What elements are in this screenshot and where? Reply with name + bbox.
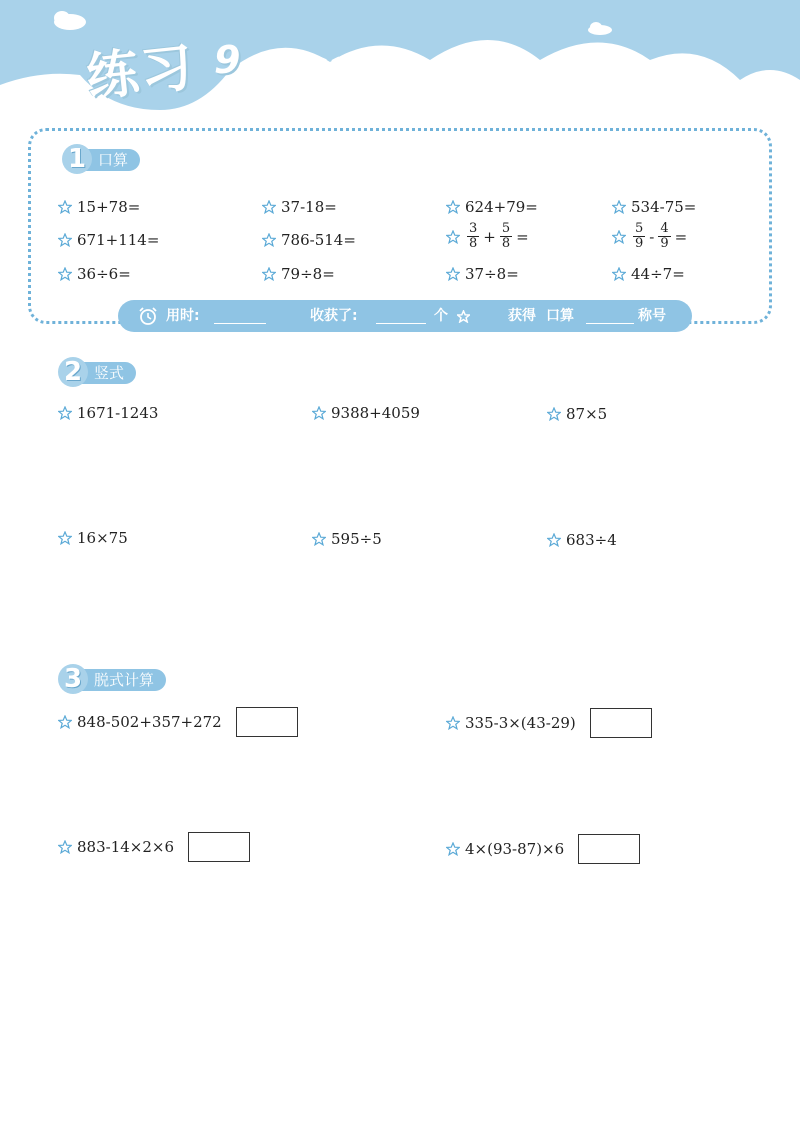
oral-item: 786-514=: [262, 231, 356, 249]
fraction: $\frac{5}{9}$: [635, 221, 644, 251]
star-icon: [262, 267, 276, 281]
vertical-calc-item: 16×75: [58, 529, 128, 547]
oral-item-fraction: $\frac{3}{8}$ + $\frac{5}{8}$ =: [446, 222, 531, 251]
harvest-label: 收获了:: [310, 308, 358, 324]
star-icon: [446, 230, 460, 244]
answer-box[interactable]: [236, 707, 298, 737]
star-icon: [612, 267, 626, 281]
oral-item: 44÷7=: [612, 265, 685, 283]
title-label: 称号: [638, 308, 666, 324]
exercise-number: 9: [214, 38, 241, 82]
star-icon: [457, 310, 470, 323]
vertical-calc-item: 1671-1243: [58, 404, 158, 422]
star-icon: [446, 716, 460, 730]
section-3-title: 脱式计算: [78, 669, 166, 691]
step-calc-item: 848-502+357+272: [58, 707, 298, 737]
star-icon: [58, 200, 72, 214]
answer-box[interactable]: [590, 708, 652, 738]
fraction: $\frac{4}{9}$: [660, 221, 669, 251]
star-icon: [58, 840, 72, 854]
fraction: $\frac{3}{8}$: [469, 221, 478, 251]
oral-item: 534-75=: [612, 198, 696, 216]
step-calc-item: 883-14×2×6: [58, 832, 250, 862]
star-icon: [612, 200, 626, 214]
award-label: 获得: [508, 308, 536, 324]
step-calc-item: 335-3×(43-29): [446, 708, 652, 738]
oral-item: 37÷8=: [446, 265, 519, 283]
section-2-title: 竖式: [78, 362, 136, 384]
award-subject: 口算: [546, 308, 574, 324]
star-icon: [312, 406, 326, 420]
oral-item: 624+79=: [446, 198, 538, 216]
section-3-number: 3: [58, 664, 88, 694]
vertical-calc-item: 683÷4: [547, 531, 617, 549]
star-icon: [58, 406, 72, 420]
star-icon: [58, 267, 72, 281]
title-blank: [586, 300, 634, 332]
step-calc-item: 4×(93-87)×6: [446, 834, 640, 864]
star-icon: [262, 200, 276, 214]
oral-item: 15+78=: [58, 198, 140, 216]
progress-bar: [118, 300, 692, 332]
harvest-blank: [376, 300, 426, 332]
page-title: 练习: [83, 37, 198, 109]
answer-box[interactable]: [578, 834, 640, 864]
vertical-calc-item: 87×5: [547, 405, 607, 423]
fraction: $\frac{5}{8}$: [501, 221, 511, 251]
time-label: 用时:: [166, 308, 200, 324]
star-icon: [312, 532, 326, 546]
vertical-calc-item: 595÷5: [312, 530, 382, 548]
answer-box[interactable]: [188, 832, 250, 862]
vertical-calc-item: 9388+4059: [312, 404, 420, 422]
oral-item: 79÷8=: [262, 265, 335, 283]
star-icon: [58, 531, 72, 545]
star-icon: [262, 233, 276, 247]
oral-item: 36÷6=: [58, 265, 131, 283]
star-icon: [612, 230, 626, 244]
oral-item-fraction: $\frac{5}{9}$ - $\frac{4}{9}$ =: [612, 222, 689, 251]
section-1-title: 口算: [82, 149, 140, 171]
section-1-number: 1: [62, 144, 92, 174]
star-icon: [446, 842, 460, 856]
unit-label: 个: [434, 308, 448, 324]
section-2-number: 2: [58, 357, 88, 387]
star-icon: [547, 533, 561, 547]
star-icon: [446, 267, 460, 281]
oral-item: 37-18=: [262, 198, 337, 216]
star-icon: [58, 233, 72, 247]
alarm-clock-icon: [138, 306, 158, 326]
star-icon: [547, 407, 561, 421]
star-icon: [446, 200, 460, 214]
time-blank: [214, 300, 266, 332]
star-icon: [58, 715, 72, 729]
oral-item: 671+114=: [58, 231, 159, 249]
